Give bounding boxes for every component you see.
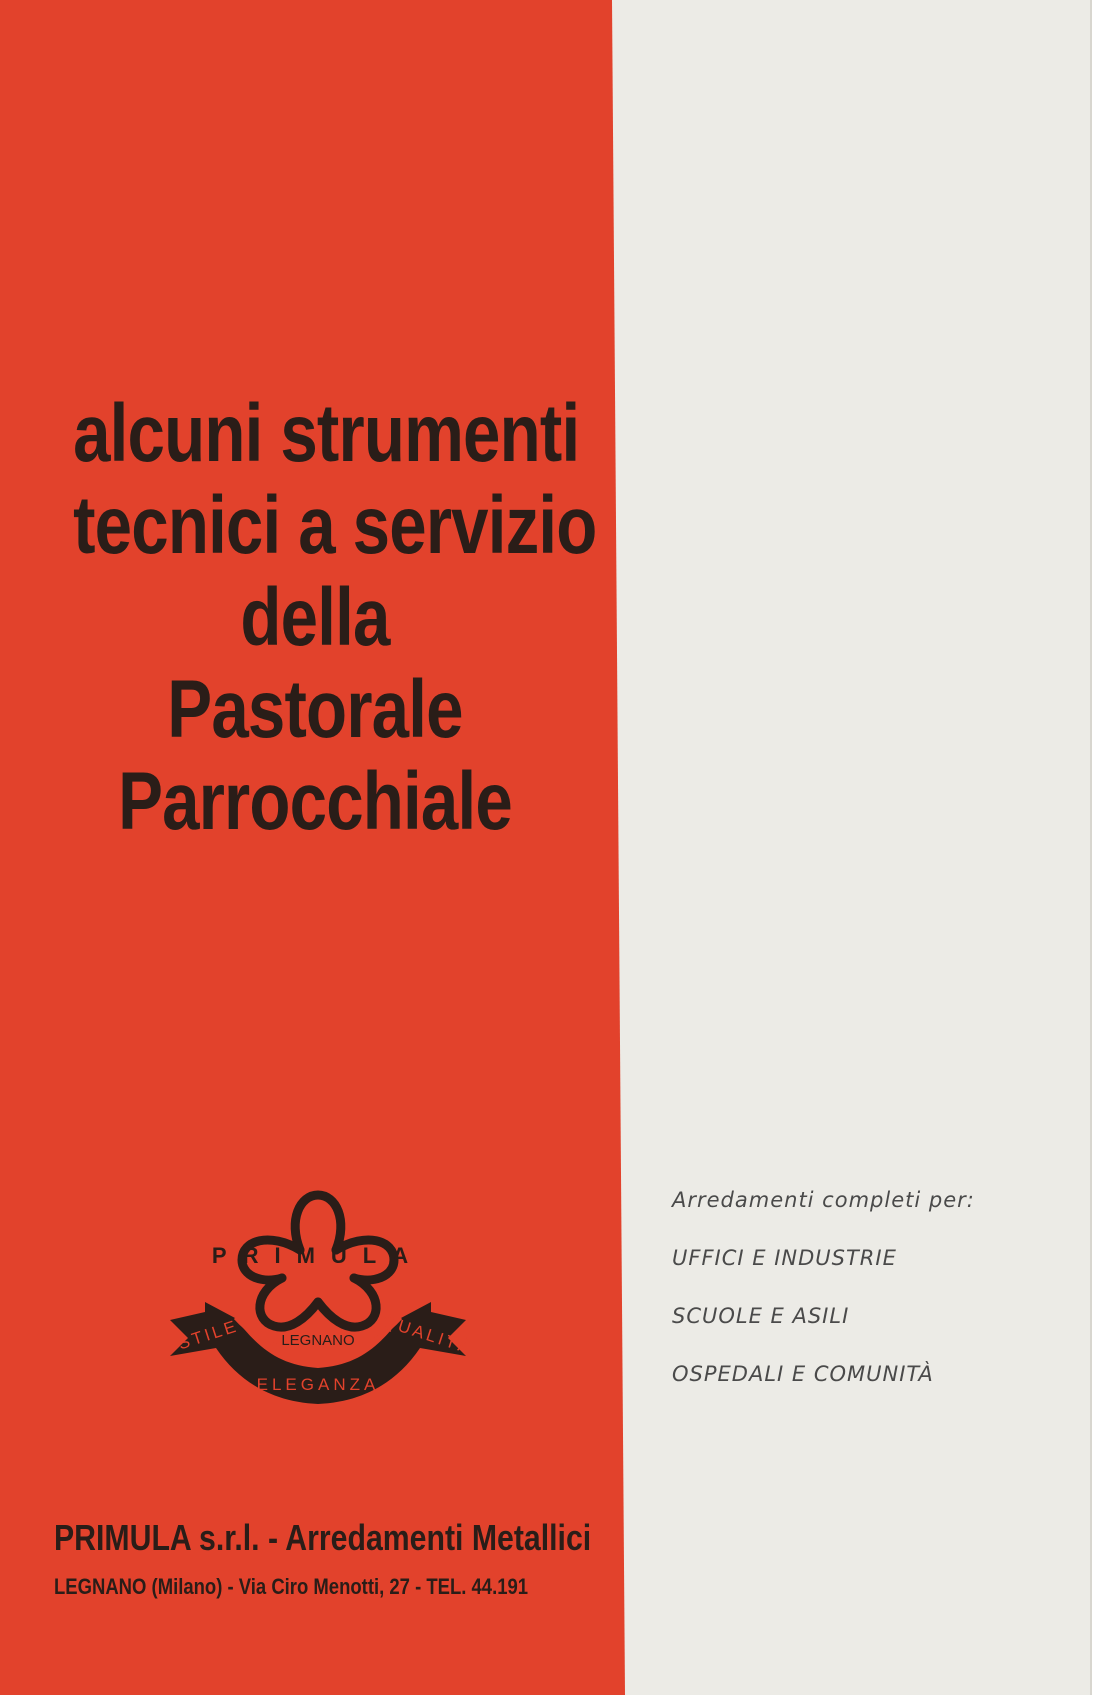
services-item-2: SCUOLE E ASILI	[672, 1304, 850, 1328]
services-item-1: UFFICI E INDUSTRIE	[672, 1246, 897, 1270]
company-address: LEGNANO (Milano) - Via Ciro Menotti, 27 - TEL. 44.191	[54, 1574, 529, 1599]
services-item-3: OSPEDALI E COMUNITÀ	[672, 1362, 934, 1386]
services-list	[672, 1186, 1072, 1418]
company-info	[54, 1517, 592, 1600]
company-name: PRIMULA s.r.l. - Arredamenti Metallici	[54, 1517, 592, 1558]
logo-ribbon-right-text: QUALITÀ	[380, 1311, 476, 1359]
primula-logo	[150, 1180, 480, 1415]
logo-ribbon-bottom-text: ELEGANZA	[256, 1375, 380, 1394]
title-line-3: della	[240, 572, 390, 663]
services-heading: Arredamenti completi per:	[672, 1188, 975, 1212]
primula-clover-icon	[150, 1180, 480, 1415]
brochure-title	[73, 388, 597, 848]
title-line-4: Pastorale	[167, 664, 463, 755]
logo-ribbon-left-text: STILE	[175, 1316, 241, 1354]
logo-center-text: LEGNANO	[281, 1332, 355, 1349]
title-line-2: tecnici a servizio	[73, 480, 597, 571]
title-line-5: Parrocchiale	[118, 756, 512, 847]
logo-brand-text: PRIMULA	[211, 1243, 425, 1268]
title-line-1: alcuni strumenti	[73, 388, 580, 479]
